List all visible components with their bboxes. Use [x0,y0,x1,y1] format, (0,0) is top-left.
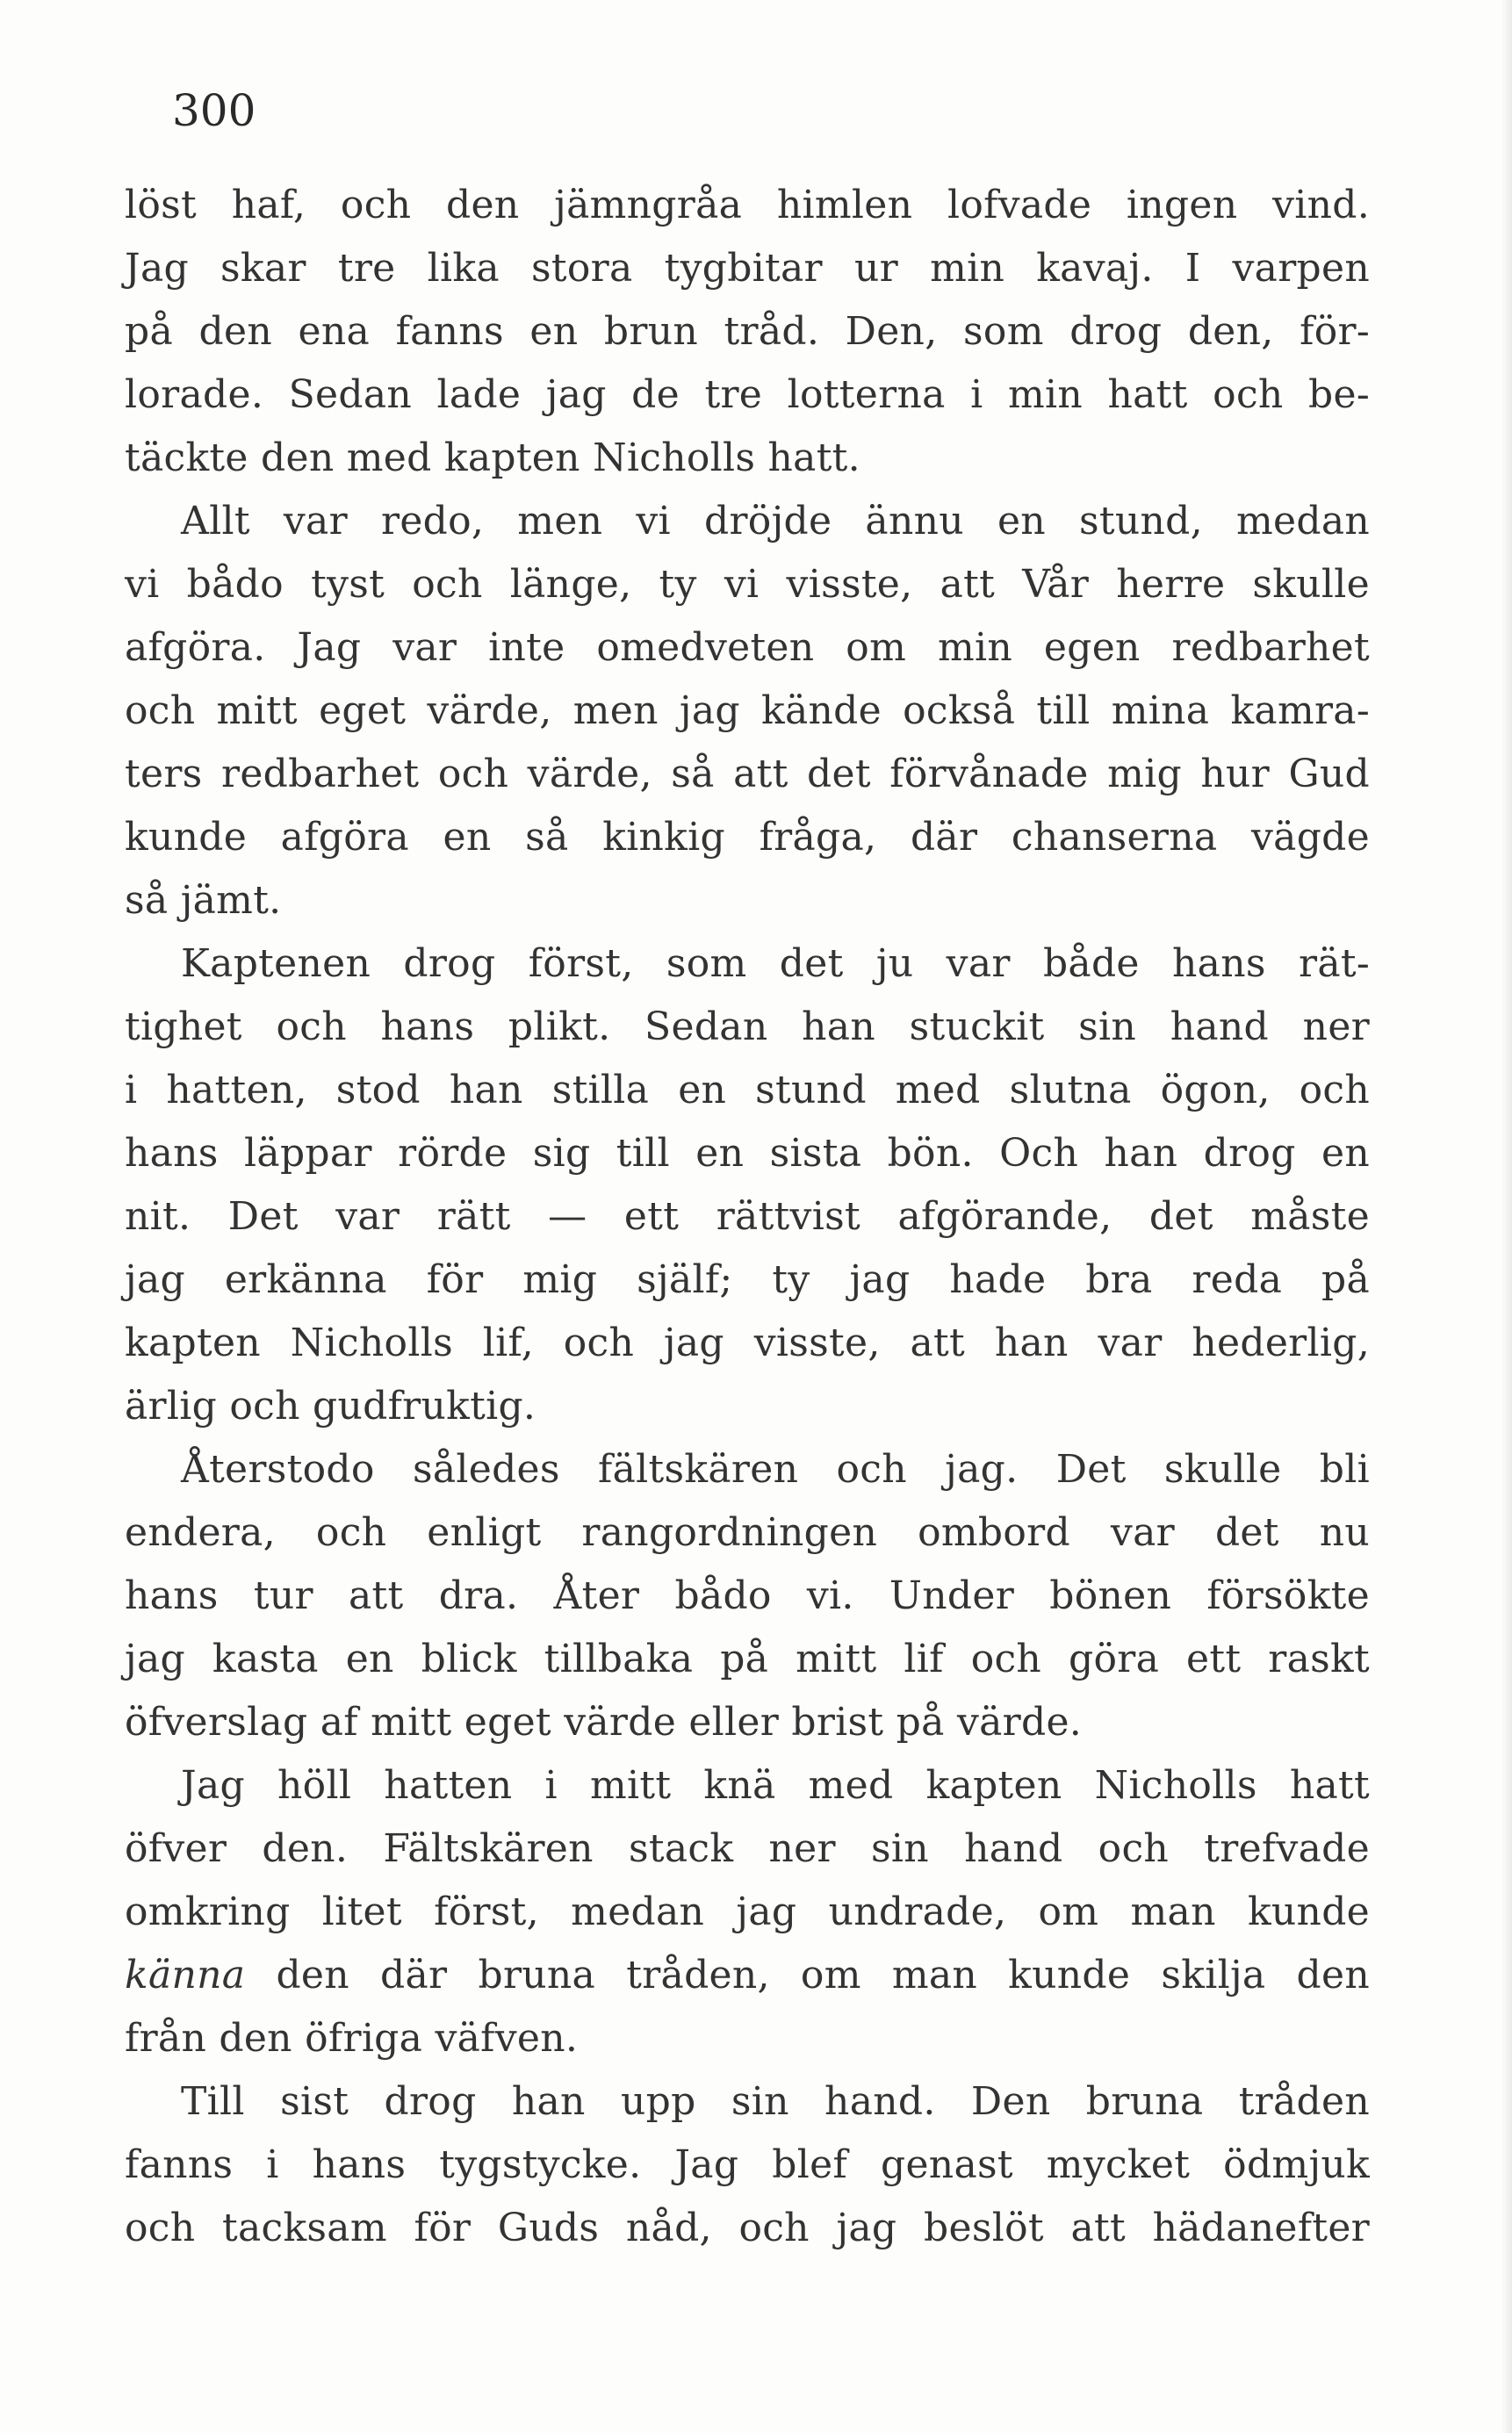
text-line: hans läppar rörde sig till en sista bön. Och han drog en [125,1131,1370,1176]
emphasized-word: känna [125,1953,246,1998]
text-line: nit. Det var rätt — ett rättvist afgörande, det måste [125,1194,1370,1239]
text-line: och mitt eget värde, men jag kände också till mina kamra- [125,688,1370,733]
paragraph-start-line: Återstodo således fältskären och jag. Det skulle bli [181,1447,1370,1492]
text-line: från den öfriga väfven. [125,2016,579,2061]
text-line: öfver den. Fältskären stack ner sin hand och trefvade [125,1826,1370,1871]
text-line: vi bådo tyst och länge, ty vi visste, att Vår herre skulle [125,562,1370,607]
text-line: i hatten, stod han stilla en stund med slutna ögon, och [125,1068,1370,1112]
text-line: öfverslag af mitt eget värde eller brist på värde. [125,1700,1083,1745]
page-number: 300 [172,85,256,136]
paragraph-start-line: Allt var redo, men vi dröjde ännu en stund, medan [181,499,1370,543]
text-line: endera, och enligt rangordningen ombord var det nu [125,1510,1370,1555]
paragraph-start-line: Till sist drog han upp sin hand. Den bruna tråden [181,2079,1370,2124]
text-line: löst haf, och den jämngråa himlen lofvade ingen vind. [125,183,1370,227]
text-line: lorade. Sedan lade jag de tre lotterna i min hatt och be- [125,372,1370,417]
text-line: så jämt. [125,878,282,923]
text-line: och tacksam för Guds nåd, och jag beslöt att hädanefter [125,2206,1370,2250]
body-text [125,174,1370,2260]
text-line-rest: den där bruna tråden, om man kunde skilja den [276,1953,1370,1998]
text-line: omkring litet först, medan jag undrade, om man kunde [125,1890,1370,1934]
text-line: ärlig och gudfruktig. [125,1384,536,1429]
text-line: täckte den med kapten Nicholls hatt. [125,435,860,480]
text-line: fanns i hans tygstycke. Jag blef genast mycket ödmjuk [125,2142,1370,2187]
paragraph-start-line: Kaptenen drog först, som det ju var både hans rät- [181,941,1370,986]
text-line: kapten Nicholls lif, och jag visste, att han var hederlig, [125,1321,1370,1365]
paragraph-start-line: Jag höll hatten i mitt knä med kapten Nicholls hatt [181,1763,1370,1808]
text-line: afgöra. Jag var inte omedveten om min egen redbarhet [125,625,1370,670]
text-line: tighet och hans plikt. Sedan han stuckit sin hand ner [125,1004,1370,1049]
text-line: hans tur att dra. Åter bådo vi. Under bönen försökte [125,1573,1370,1618]
text-line: ters redbarhet och värde, så att det förvånade mig hur Gud [125,752,1370,796]
text-line: på den ena fanns en brun tråd. Den, som drog den, för- [125,309,1370,354]
text-line: jag kasta en blick tillbaka på mitt lif och göra ett raskt [125,1637,1370,1681]
text-line: Jag skar tre lika stora tygbitar ur min kavaj. I varpen [125,246,1370,291]
page-edge-shadow [1501,0,1512,2433]
text-line: jag erkänna för mig själf; ty jag hade bra reda på [125,1257,1370,1302]
text-line: kunde afgöra en så kinkig fråga, där chanserna vägde [125,815,1370,860]
text-line-with-emphasis [125,1944,1370,2007]
